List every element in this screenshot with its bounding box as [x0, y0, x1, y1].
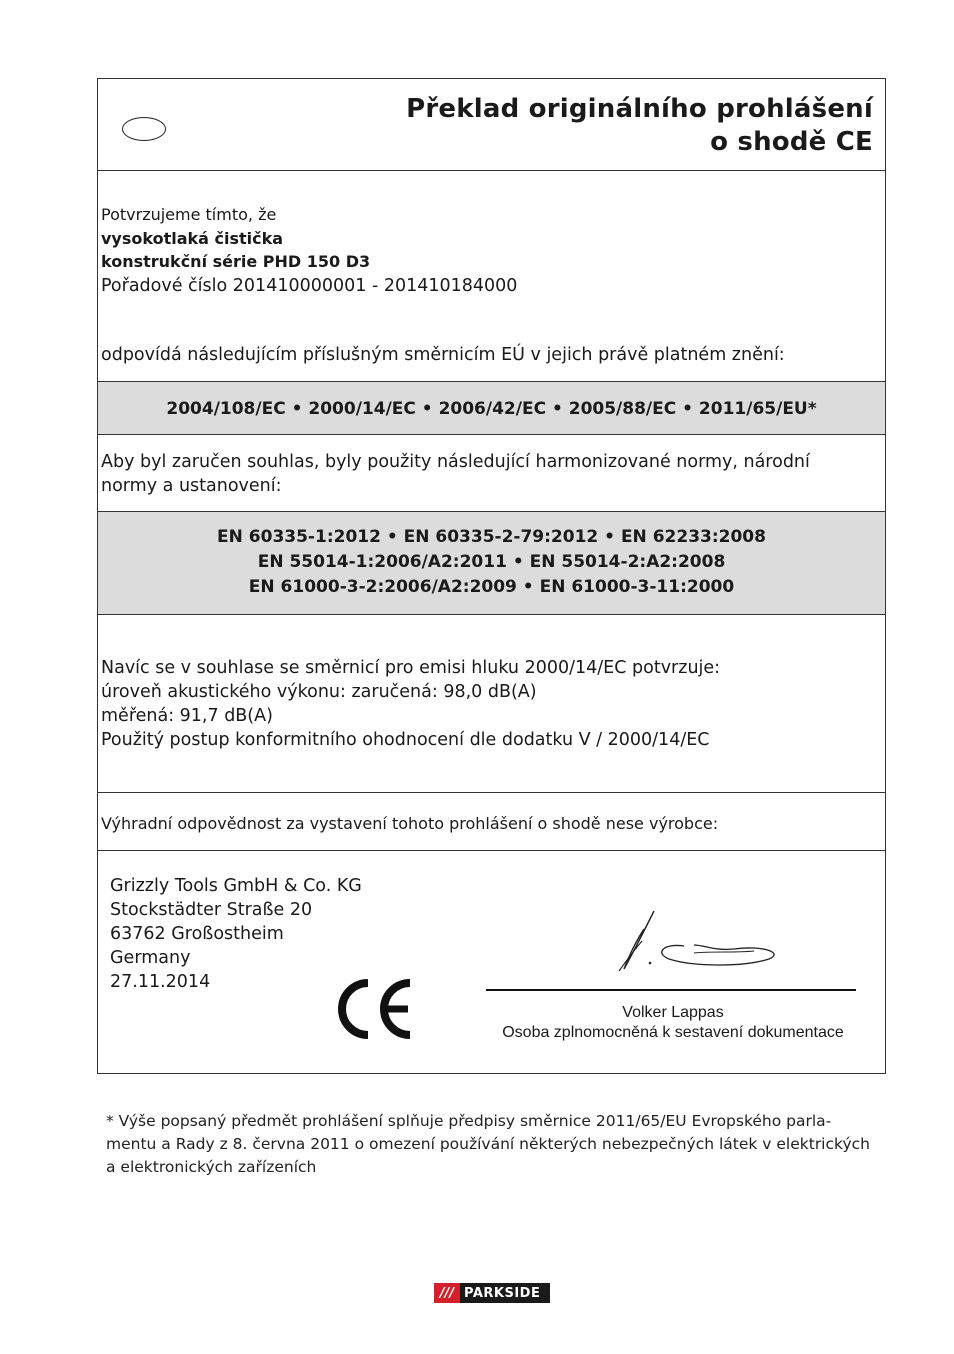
parkside-logo: [434, 1283, 550, 1303]
norms-band: [98, 511, 885, 615]
directives-band: [98, 381, 885, 435]
signatory: [478, 1003, 868, 1043]
logo-wordmark: PARKSIDE: [464, 1285, 541, 1301]
noise-line: Použitý postup konformitního ohodnocení dle dodatku V / 2000/14/EC: [101, 730, 710, 750]
norms-intro: [101, 450, 885, 498]
manufacturer-line: 63762 Großostheim: [110, 924, 284, 944]
declaration-frame: [97, 78, 886, 1074]
product-section: [101, 203, 885, 298]
norms-line: EN 61000-3-2:2006/A2:2009 • EN 61000-3-11:2000: [248, 577, 735, 597]
signatory-name: Volker Lappas: [622, 1004, 724, 1021]
divider: [98, 850, 885, 851]
footnote-line: * Výše popsaný předmět prohlášení splňuje předpisy směrnice 2011/65/EU Evropského parla-: [106, 1112, 832, 1130]
noise-section: [101, 656, 885, 752]
manufacturer-line: Grizzly Tools GmbH & Co. KG: [110, 876, 362, 896]
logo-stripes-icon: ///: [434, 1283, 460, 1303]
title-line-2: o shodě CE: [710, 127, 873, 157]
intro-text: Potvrzujeme tímto, že: [101, 205, 277, 224]
divider: [98, 792, 885, 793]
signature-line: [486, 989, 856, 991]
ce-mark-icon: [334, 977, 416, 1041]
footnote: [106, 1110, 870, 1179]
manufacturer-date: 27.11.2014: [110, 972, 211, 992]
noise-line: Navíc se v souhlase se směrnicí pro emisi hluku 2000/14/EC potvrzuje:: [101, 658, 721, 678]
product-name: vysokotlaká čistička: [101, 229, 284, 248]
noise-line: úroveň akustického výkonu: zaručená: 98,0 dB(A): [101, 682, 537, 702]
directives-intro: odpovídá následujícím příslušným směrnicím EÚ v jejich právě platném znění:: [101, 345, 785, 365]
page-title: [406, 93, 873, 159]
product-series: konstrukční série PHD 150 D3: [101, 252, 371, 271]
responsibility-text: Výhradní odpovědnost za vystavení tohoto prohlášení o shodě nese výrobce:: [101, 814, 719, 833]
title-line-1: Překlad originálního prohlášení: [406, 94, 873, 124]
manufacturer-line: Stockstädter Straße 20: [110, 900, 313, 920]
norms-intro-line-2: normy a ustanovení:: [101, 476, 282, 496]
footnote-line: mentu a Rady z 8. června 2011 o omezení používání některých nebezpečných látek v elektrických: [106, 1135, 870, 1153]
serial-number: Pořadové číslo 201410000001 - 201410184000: [101, 276, 518, 296]
norms-line: EN 55014-1:2006/A2:2011 • EN 55014-2:A2:2008: [257, 552, 726, 572]
footnote-line: a elektronických zařízeních: [106, 1158, 317, 1176]
signature-image: [584, 901, 804, 981]
directives-list: 2004/108/EC • 2000/14/EC • 2006/42/EC • 2005/88/EC • 2011/65/EU*: [166, 399, 817, 419]
noise-line: měřená: 91,7 dB(A): [101, 706, 273, 726]
norms-line: EN 60335-1:2012 • EN 60335-2-79:2012 • EN 62233:2008: [217, 527, 766, 547]
manufacturer-line: Germany: [110, 948, 191, 968]
signatory-role: Osoba zplnomocněná k sestavení dokumentace: [502, 1024, 844, 1041]
divider: [98, 170, 885, 171]
country-code-oval: [122, 117, 166, 141]
norms-list: [98, 525, 885, 600]
norms-intro-line-1: Aby byl zaručen souhlas, byly použity následující harmonizované normy, národní: [101, 452, 810, 472]
